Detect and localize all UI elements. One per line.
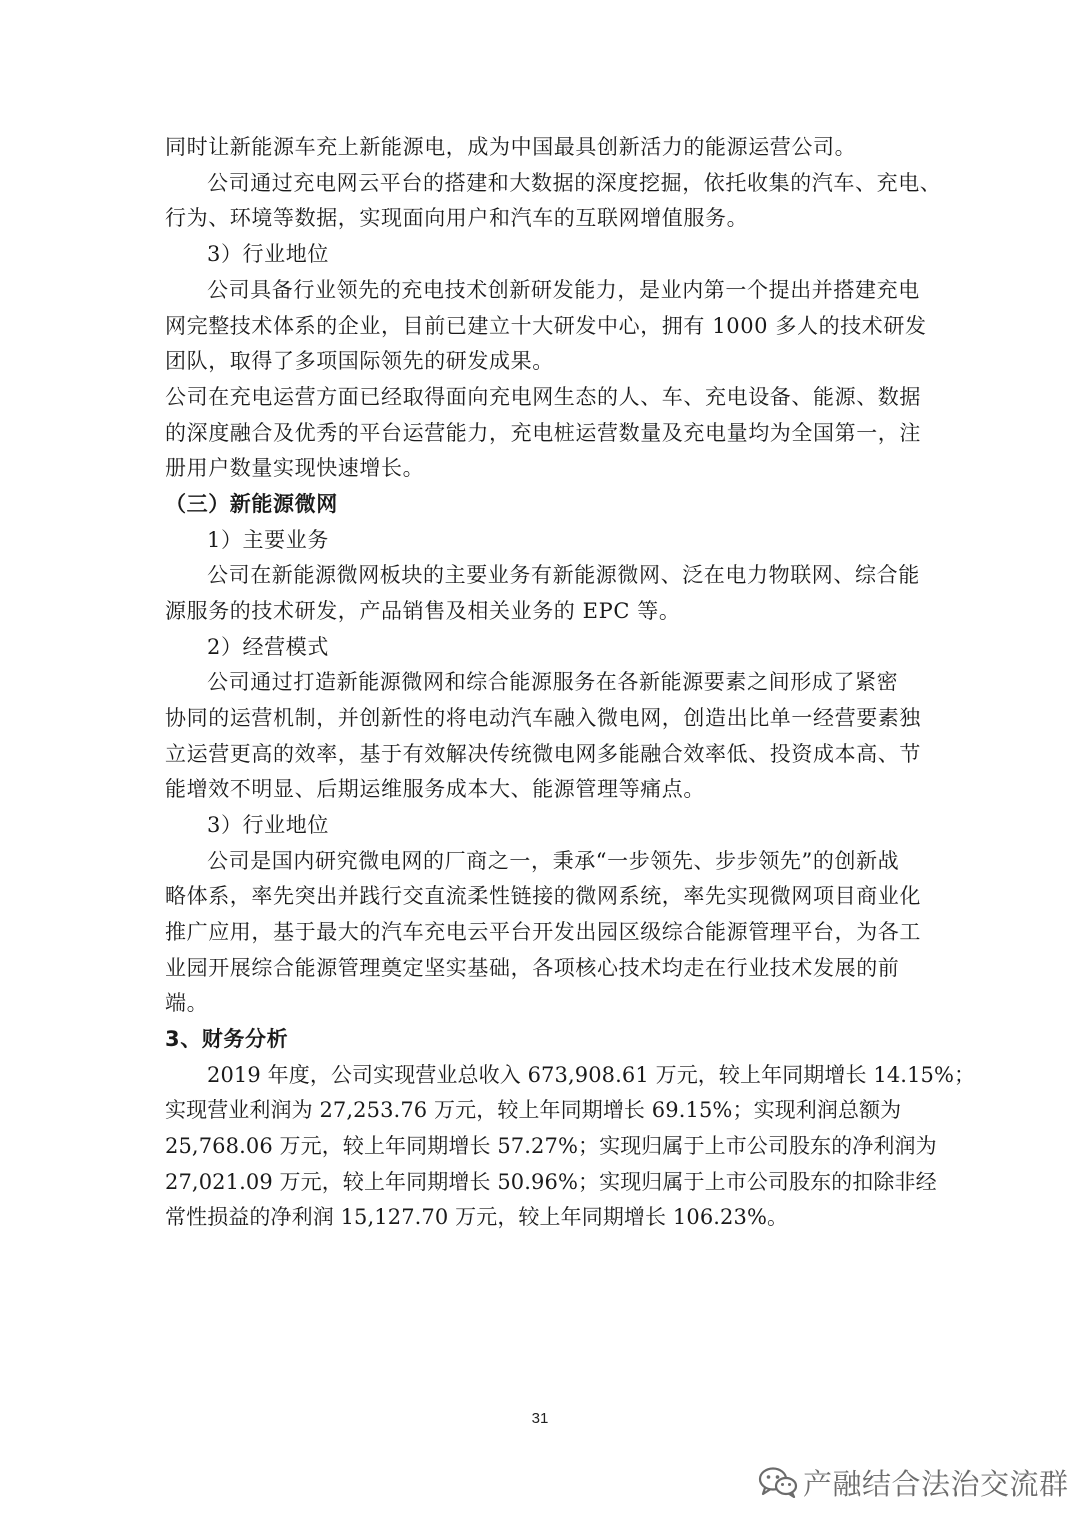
paragraph-line: 协同的运营机制，并创新性的将电动汽车融入微电网，创造出比单一经营要素独 (165, 706, 921, 730)
paragraph-line: 推广应用，基于最大的汽车充电云平台开发出园区级综合能源管理平台，为各工 (165, 920, 921, 944)
subsection-heading: 3）行业地位 (207, 242, 329, 266)
paragraph-line: 业园开展综合能源管理奠定坚实基础，各项核心技术均走在行业技术发展的前 (165, 956, 900, 980)
paragraph-line: 常性损益的净利润 15,127.70 万元，较上年同期增长 106.23%。 (165, 1205, 789, 1229)
paragraph-line: 公司具备行业领先的充电技术创新研发能力，是业内第一个提出并搭建充电 (207, 278, 920, 302)
page-number: 31 (531, 1410, 549, 1427)
wechat-icon (757, 1466, 799, 1498)
paragraph-line: 27,021.09 万元，较上年同期增长 50.96%；实现归属于上市公司股东的扣除非经 (165, 1170, 937, 1194)
paragraph-line: 同时让新能源车充上新能源电，成为中国最具创新活力的能源运营公司。 (165, 135, 857, 159)
paragraph-line: 公司是国内研究微电网的厂商之一，秉承“一步领先、步步领先”的创新战 (207, 849, 900, 873)
paragraph-line: 2019 年度，公司实现营业总收入 673,908.61 万元，较上年同期增长 14.15%； (207, 1063, 976, 1087)
subsection-heading: 3）行业地位 (207, 813, 329, 837)
paragraph-line: 行为、环境等数据，实现面向用户和汽车的互联网增值服务。 (165, 206, 749, 230)
section-heading: 3、财务分析 (165, 1027, 289, 1051)
paragraph-line: 端。 (165, 991, 209, 1015)
paragraph-line: 源服务的技术研发，产品销售及相关业务的 EPC 等。 (165, 599, 681, 623)
paragraph-line: 册用户数量实现快速增长。 (165, 456, 425, 480)
section-heading: （三）新能源微网 (165, 492, 338, 516)
watermark (757, 1460, 1069, 1504)
watermark-text: 产融结合法治交流群 (803, 1466, 1069, 1501)
paragraph-line: 公司在充电运营方面已经取得面向充电网生态的人、车、充电设备、能源、数据 (165, 385, 921, 409)
paragraph-line: 立运营更高的效率，基于有效解决传统微电网多能融合效率低、投资成本高、节 (165, 742, 921, 766)
paragraph-line: 公司在新能源微网板块的主要业务有新能源微网、泛在电力物联网、综合能 (207, 563, 920, 587)
paragraph-line: 的深度融合及优秀的平台运营能力，充电桩运营数量及充电量均为全国第一，注 (165, 421, 921, 445)
paragraph-line: 团队，取得了多项国际领先的研发成果。 (165, 349, 554, 373)
paragraph-line: 公司通过充电网云平台的搭建和大数据的深度挖掘，依托收集的汽车、充电、 (207, 171, 942, 195)
paragraph-line: 略体系，率先突出并践行交直流柔性链接的微网系统，率先实现微网项目商业化 (165, 884, 921, 908)
paragraph-line: 公司通过打造新能源微网和综合能源服务在各新能源要素之间形成了紧密 (207, 670, 899, 694)
subsection-heading: 1）主要业务 (207, 528, 329, 552)
subsection-heading: 2）经营模式 (207, 635, 329, 659)
paragraph-line: 网完整技术体系的企业，目前已建立十大研发中心，拥有 1000 多人的技术研发 (165, 314, 927, 338)
paragraph-line: 25,768.06 万元，较上年同期增长 57.27%；实现归属于上市公司股东的净利润为 (165, 1134, 937, 1158)
paragraph-line: 实现营业利润为 27,253.76 万元，较上年同期增长 69.15%；实现利润总额为 (165, 1098, 902, 1122)
paragraph-line: 能增效不明显、后期运维服务成本大、能源管理等痛点。 (165, 777, 705, 801)
